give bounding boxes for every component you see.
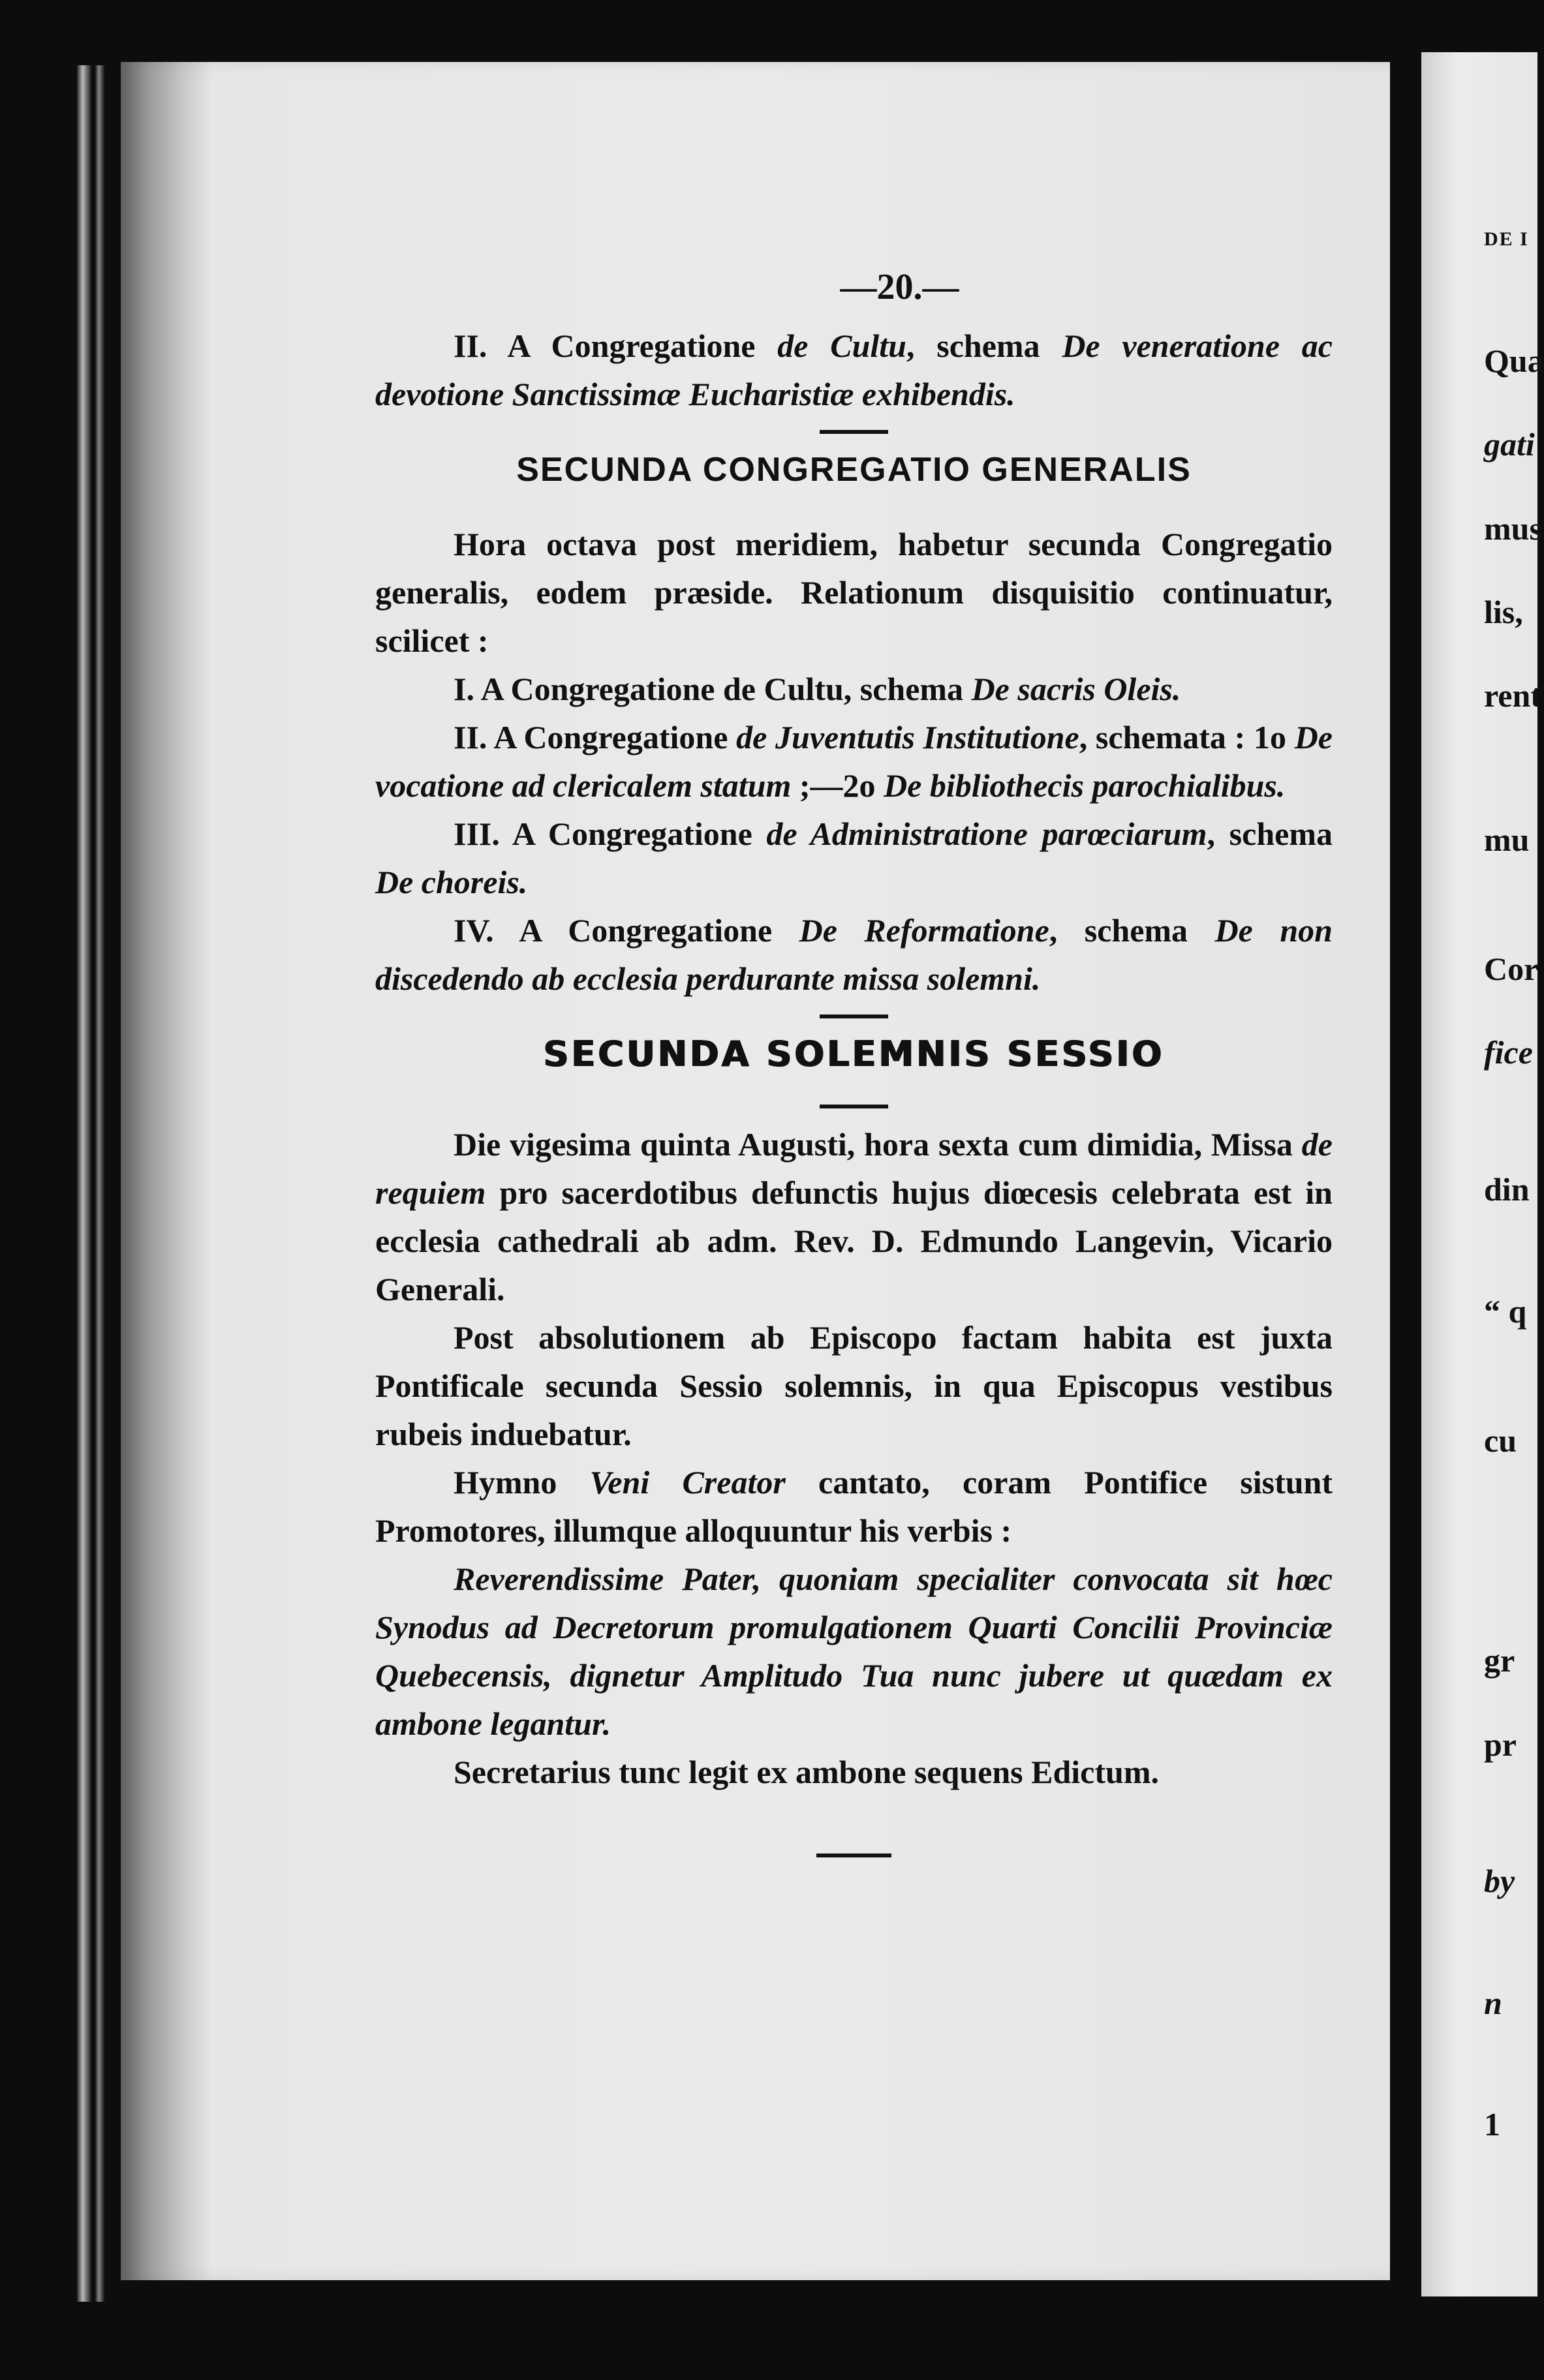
- italic-text: Veni Creator: [589, 1464, 786, 1501]
- section-rule: [820, 1015, 888, 1018]
- text: IV. A Congregatione: [454, 912, 799, 949]
- text: Hora octava post meridiem, habetur secunda Congregatio generalis, eodem præside. Relationum disquisitio continuatur, scilicet :: [375, 526, 1333, 659]
- section-heading: SECUNDA CONGREGATIO GENERALIS: [516, 451, 1192, 489]
- text: Die vigesima quinta Augusti, hora sexta cum dimidia, Missa: [454, 1126, 1302, 1163]
- text: II. A Congregatione: [454, 719, 737, 755]
- facing-page-fragment: gati: [1484, 426, 1535, 463]
- facing-page-fragment: gr: [1484, 1642, 1515, 1679]
- facing-page-fragment: cu: [1484, 1422, 1517, 1459]
- paragraph: [375, 1555, 1333, 1748]
- paragraph: [375, 520, 1333, 665]
- italic-text: De non discedendo ab ecclesia perdurante missa solemni.: [375, 912, 1333, 997]
- text: II. A Congregatione: [454, 328, 778, 364]
- paragraph: [375, 1313, 1333, 1458]
- paragraph: [375, 1120, 1333, 1313]
- paragraph: [375, 810, 1333, 906]
- facing-page-fragment: Qua: [1484, 343, 1544, 380]
- text: Hymno: [454, 1464, 590, 1501]
- facing-page-fragment: n: [1484, 1984, 1502, 2021]
- text: ;—2o: [791, 767, 884, 804]
- facing-page-fragment: 1: [1484, 2106, 1500, 2143]
- facing-page-fragment: DE I: [1484, 228, 1529, 250]
- facing-page-fragment: fice: [1484, 1034, 1533, 1071]
- italic-text: de Juventutis Institutione: [736, 719, 1079, 755]
- facing-page-fragment: lis,: [1484, 593, 1523, 630]
- italic-text: De veneratione ac devotione Sanctissimæ Eucharistiæ exhibendis.: [375, 328, 1333, 412]
- italic-text: Reverendissime Pater, quoniam specialiter convocata sit hœc Synodus ad Decretorum promulgationem Quarti Concilii Provinciæ Quebecensis, dignetur Amplitudo Tua nunc jubere ut quædam ex ambone legantur.: [375, 1561, 1333, 1742]
- facing-page-fragment: “ q: [1484, 1292, 1527, 1330]
- facing-page-fragment: mus: [1484, 510, 1542, 547]
- facing-page-fragment: din: [1484, 1171, 1530, 1208]
- text: pro sacerdotibus defunctis hujus diœcesis celebrata est in ecclesia cathedrali ab adm. Rev. D. Edmundo Langevin, Vicario Generali.: [375, 1174, 1333, 1307]
- text: III. A Congregatione: [454, 816, 767, 852]
- film-edge-left-inner: [95, 65, 104, 2302]
- binding-shadow: [121, 62, 212, 2280]
- facing-page-fragment: by: [1484, 1863, 1515, 1900]
- section-rule: [820, 430, 888, 434]
- italic-text: de Cultu: [777, 328, 906, 364]
- paragraph: [375, 906, 1333, 1003]
- section-heading: SECUNDA SOLEMNIS SESSIO: [543, 1033, 1165, 1075]
- italic-text: de Administratione parœciarum: [766, 816, 1207, 852]
- page-number: —20.—: [840, 267, 959, 307]
- section-rule: [820, 1105, 888, 1108]
- facing-page-fragment: Cor: [1484, 951, 1539, 988]
- text: cantato, coram Pontifice sistunt Promotores, illumque alloquuntur his verbis :: [375, 1464, 1333, 1549]
- italic-text: De Reformatione: [799, 912, 1049, 949]
- paragraph: [375, 1458, 1333, 1555]
- italic-text: De bibliothecis parochialibus.: [884, 767, 1286, 804]
- film-edge-left: [77, 65, 91, 2302]
- paragraph: [375, 665, 1333, 713]
- page-text: [375, 258, 1333, 1857]
- facing-page-edge: [1421, 52, 1544, 2296]
- paragraph: [375, 713, 1333, 810]
- paragraph: [375, 1748, 1333, 1796]
- text: Post absolutionem ab Episcopo factam habita est juxta Pontificale secunda Sessio solemnis, in qua Episcopus vestibus rubeis induebatur.: [375, 1319, 1333, 1452]
- italic-text: De sacris Oleis.: [971, 671, 1181, 707]
- text: I. A Congregatione de Cultu, schema: [454, 671, 972, 707]
- text: , schema: [1049, 912, 1215, 949]
- page-body: [375, 322, 1333, 1796]
- text: Secretarius tunc legit ex ambone sequens Edictum.: [454, 1754, 1159, 1790]
- italic-text: De choreis.: [375, 864, 528, 900]
- facing-page-fragment: rent: [1484, 677, 1541, 714]
- paragraph: [375, 322, 1333, 418]
- closing-rule: [816, 1854, 891, 1857]
- text: , schema: [1207, 816, 1333, 852]
- facing-page-fragment: mu: [1484, 821, 1530, 859]
- italic-text: De vocatione ad clericalem statum: [375, 719, 1333, 804]
- italic-text: de requiem: [375, 1126, 1333, 1211]
- text: , schema: [906, 328, 1062, 364]
- text: , schemata : 1o: [1079, 719, 1295, 755]
- facing-page-fragment: pr: [1484, 1726, 1517, 1763]
